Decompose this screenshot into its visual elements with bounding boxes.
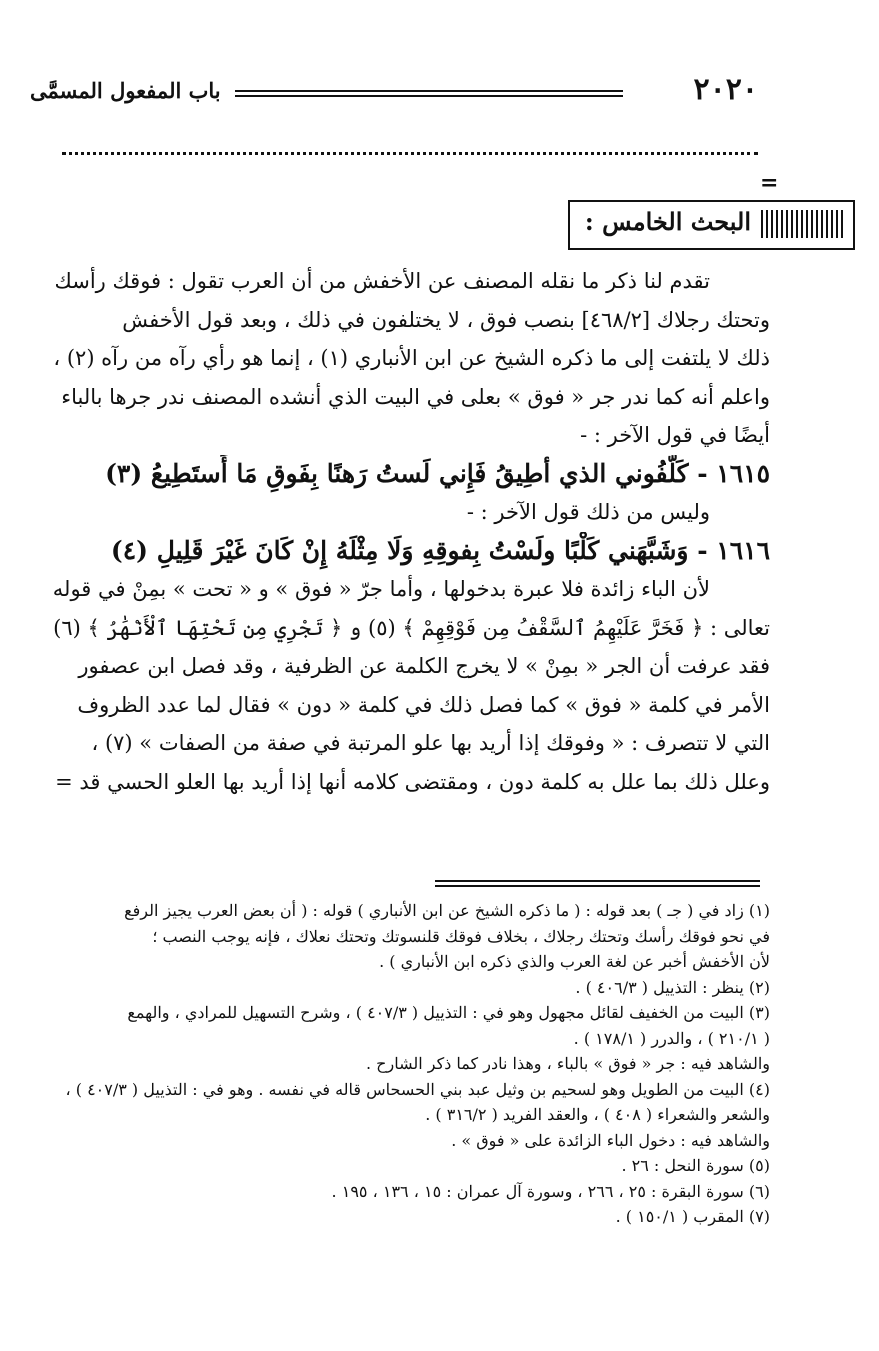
- section-heading-box: [568, 200, 855, 250]
- text-line: تعالى : ﴿ فَخَرَّ عَلَيْهِمُ ٱلسَّقْفُ مِن فَوْقِهِمْ ﴾ (٥) و ﴿ تَجْرِي مِن تَحْتِهَا ٱلْأَنْهَٰرُ ﴾ (٦): [53, 615, 770, 640]
- footnote-line: (٢) ينظر : التذييل ( ٤٠٦/٣ ) .: [575, 977, 770, 997]
- footnote-line: (٦) سورة البقرة : ٢٥ ، ٢٦٦ ، وسورة آل عمران : ١٥ ، ١٣٦ ، ١٩٥ .: [331, 1181, 770, 1201]
- footnote-line: والشعر والشعراء ( ٤٠٨ ) ، والعقد الفريد ( ٣١٦/٢ ) .: [425, 1105, 770, 1124]
- text-line: وليس من ذلك قول الآخر : -: [466, 500, 710, 524]
- footnote-line: والشاهد فيه : دخول الباء الزائدة على « فوق » .: [451, 1130, 770, 1150]
- footnote-line: (١) زاد في ( جـ ) بعد قوله : ( ما ذكره الشيخ عن ابن الأنباري ) قوله : ( أن بعض العرب يجيز الرفع: [124, 901, 770, 920]
- verse-line: ١٦١٦ - وَشَبَّهَني كَلْبًا ولَسْتُ بِفوقِهِ وَلَا مِثْلَهُ إِنْ كَانَ غَيْرَ قَلِيلِ (٤): [110, 535, 770, 565]
- text-line: وعلل ذلك بما علل به كلمة دون ، ومقتضى كلامه أنها إذا أريد بها العلو الحسي قد =: [55, 769, 770, 794]
- footnote-line: والشاهد فيه : جر « فوق » بالباء ، وهذا نادر كما ذكر الشارح .: [365, 1054, 770, 1073]
- text-line: تقدم لنا ذكر ما نقله المصنف عن الأخفش من أن العرب تقول : فوقك رأسك: [54, 269, 710, 293]
- footnote-line: لأن الأخفش أخبر عن لغة العرب والذي ذكره ابن الأنباري ) .: [379, 952, 770, 971]
- header-rule: [235, 90, 623, 97]
- text-line: أيضًا في قول الآخر : -: [580, 423, 770, 447]
- text-line: واعلم أنه كما ندر جر « فوق » بعلى في البيت الذي أنشده المصنف ندر جرها بالباء: [61, 384, 770, 409]
- page-header: [30, 72, 758, 112]
- footnote-rule: [435, 880, 760, 887]
- footnote-line: ( ٢١٠/١ ) ، والدرر ( ١٧٨/١ ) .: [573, 1028, 770, 1048]
- text-line: وتحتك رجلاك [٤٦٨/٢] بنصب فوق ، لا يختلفون في ذلك ، وبعد قول الأخفش: [122, 307, 770, 332]
- footnote-line: (٣) البيت من الخفيف لقائل مجهول وهو في : التذييل ( ٤٠٧/٣ ) ، وشرح التسهيل للمرادي ، والهمع: [127, 1003, 770, 1022]
- text-line: ذلك لا يلتفت إلى ما ذكره الشيخ عن ابن الأنباري (١) ، إنما هو رأي رآه من رآه (٢) ،: [53, 346, 770, 370]
- footnote-line: (٤) البيت من الطويل وهو لسحيم بن وثيل عبد بني الحسحاس قاله في نفسه . وهو في : التذييل ( ٤٠٧/٣ ) ،: [65, 1079, 770, 1099]
- footnotes: [24, 898, 770, 1230]
- text-line: فقد عرفت أن الجر « بمِنْ » لا يخرج الكلمة عن الظرفية ، وقد فصل ابن عصفور: [78, 654, 770, 678]
- dotted-separator: [62, 142, 758, 155]
- footnote-line: (٥) سورة النحل : ٢٦ .: [621, 1156, 770, 1175]
- main-text: [24, 262, 770, 801]
- running-title: باب المفعول المسمَّى: [30, 78, 221, 103]
- verse-line: ١٦١٥ - كَلَّفُوني الذي أطِيقُ فَإِني لَستُ رَهنًا بِفَوقِ مَا أَستَطِيعُ (٣): [105, 458, 770, 488]
- section-bars-ornament: [761, 210, 845, 238]
- page-number: ٢٠٢٠: [693, 72, 758, 107]
- section-title: البحث الخامس :: [584, 207, 751, 236]
- text-line: التي لا تتصرف : « وفوقك إذا أريد بها علو المرتبة في صفة من الصفات » (٧) ،: [91, 731, 770, 755]
- footnote-line: (٧) المقرب ( ١٥٠/١ ) .: [615, 1207, 770, 1226]
- text-line: الأمر في كلمة « فوق » كما فصل ذلك في كلمة « دون » فقال لما عدد الظروف: [77, 692, 770, 717]
- text-line: لأن الباء زائدة فلا عبرة بدخولها ، وأما جرّ « فوق » و « تحت » بمِنْ في قوله: [52, 577, 710, 601]
- continuation-mark: =: [760, 170, 779, 196]
- footnote-line: في نحو فوقك رأسك وتحتك رجلاك ، بخلاف فوقك قلنسوتك وتحتك نعلاك ، فإنه يوجب النصب ؛: [152, 926, 770, 946]
